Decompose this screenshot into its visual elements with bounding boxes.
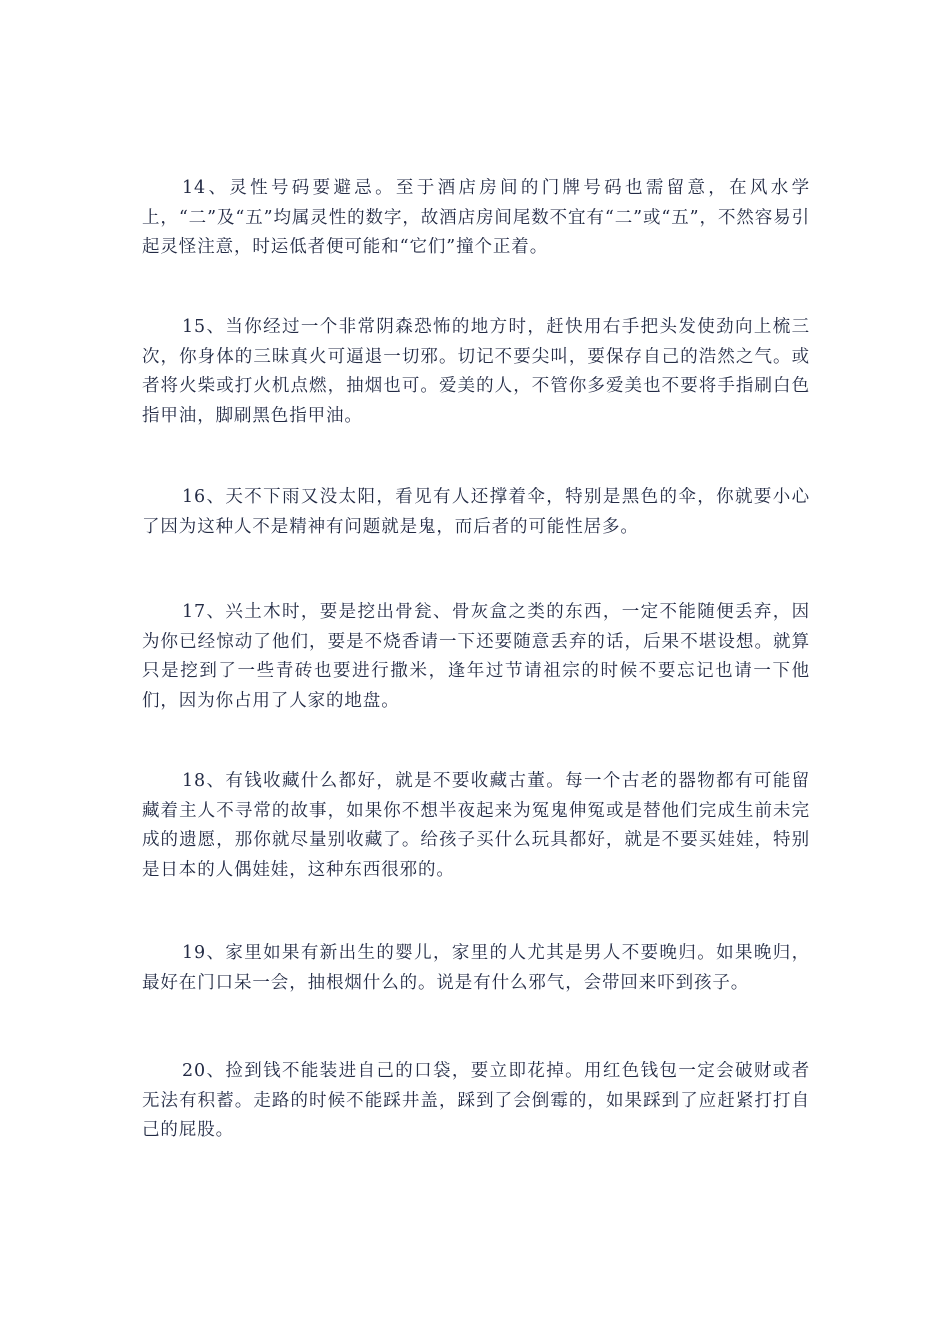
paragraph-18: 18、有钱收藏什么都好，就是不要收藏古董。每一个古老的器物都有可能留藏着主人不寻常的故事，如果你不想半夜起来为冤鬼伸冤或是替他们完成生前未完成的遗愿，那你就尽量别收藏了。给孩子买什么玩具都好，就是不要买娃娃，特别是日本的人偶娃娃，这种东西很邪的。: [142, 771, 810, 880]
paragraph-14: 14、灵性号码要避忌。至于酒店房间的门牌号码也需留意，在风水学上，“二”及“五”均属灵性的数字，故酒店房间尾数不宜有“二”或“五”，不然容易引起灵怪注意，时运低者便可能和“它们”撞个正着。: [142, 178, 810, 257]
paragraph-17: 17、兴土木时，要是挖出骨瓮、骨灰盒之类的东西，一定不能随便丢弃，因为你已经惊动了他们，要是不烧香请一下还要随意丢弃的话，后果不堪设想。就算只是挖到了一些青砖也要进行撒米，逢年过节请祖宗的时候不要忘记也请一下他们，因为你占用了人家的地盘。: [142, 602, 810, 711]
paragraph-16: 16、天不下雨又没太阳，看见有人还撑着伞，特别是黑色的伞，你就要小心了因为这种人不是精神有问题就是鬼，而后者的可能性居多。: [142, 487, 810, 537]
paragraph-15: 15、当你经过一个非常阴森恐怖的地方时，赶快用右手把头发使劲向上梳三次，你身体的三昧真火可逼退一切邪。切记不要尖叫，要保存自己的浩然之气。或者将火柴或打火机点燃，抽烟也可。爱美的人，不管你多爱美也不要将手指刷白色指甲油，脚刷黑色指甲油。: [142, 317, 810, 426]
paragraph-20: 20、捡到钱不能装进自己的口袋，要立即花掉。用红色钱包一定会破财或者无法有积蓄。走路的时候不能踩井盖，踩到了会倒霉的，如果踩到了应赶紧打打自己的屁股。: [142, 1061, 810, 1140]
paragraph-19: 19、家里如果有新出生的婴儿，家里的人尤其是男人不要晚归。如果晚归，最好在门口呆一会，抽根烟什么的。说是有什么邪气，会带回来吓到孩子。: [142, 943, 810, 993]
